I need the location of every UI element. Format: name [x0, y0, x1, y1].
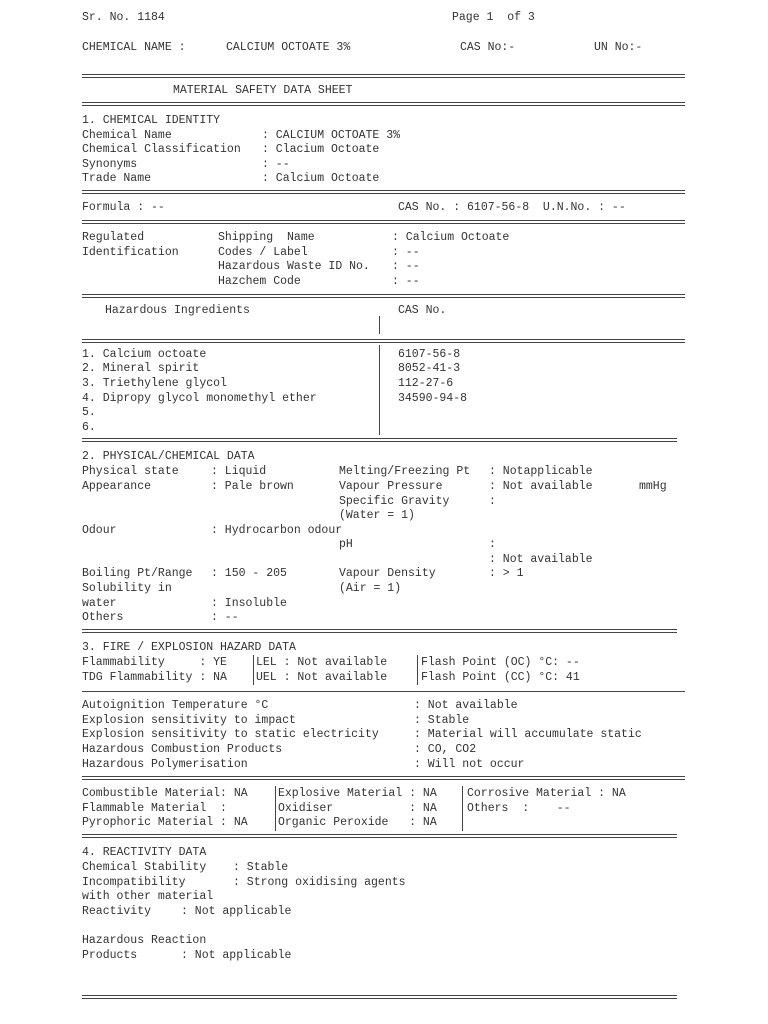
specific-gravity-value: :: [489, 495, 496, 508]
material-class: Others : --: [467, 802, 571, 815]
material-class: Organic Peroxide : NA: [278, 816, 437, 829]
identity-value: : Calcium Octoate: [262, 172, 380, 185]
ingredients-col-header: Hazardous Ingredients: [105, 304, 250, 317]
melting-point-label: Melting/Freezing Pt: [339, 465, 471, 478]
chemical-name-value: CALCIUM OCTOATE 3%: [226, 41, 351, 54]
cas-col-header: CAS No.: [398, 304, 447, 317]
fire-property-value: : Material will accumulate static: [414, 728, 642, 741]
identity-label: Chemical Name: [82, 129, 172, 142]
page-indicator: Page 1 of 3: [452, 11, 535, 24]
ph-value: : Not available: [489, 553, 593, 566]
vapour-density-value: : > 1: [489, 567, 524, 580]
tdg-flammability: TDG Flammability : NA: [82, 671, 227, 684]
identity-value: : CALCIUM OCTOATE 3%: [262, 129, 401, 142]
stability-label: Chemical Stability: [82, 861, 207, 874]
vapour-pressure-label: Vapour Pressure: [339, 480, 443, 493]
ingredient-name: 5.: [82, 406, 96, 419]
ph-colon: :: [489, 538, 496, 551]
fire-property-label: Explosion sensitivity to impact: [82, 714, 296, 727]
hazardous-reaction-value: : Not applicable: [181, 949, 292, 962]
column-divider: [253, 655, 254, 685]
incompatibility-label: Incompatibility: [82, 876, 186, 889]
lel: LEL : Not available: [256, 656, 388, 669]
divider: [82, 691, 685, 692]
un-header: UN No:-: [594, 41, 643, 54]
regulated-field-label: Hazchem Code: [218, 275, 301, 288]
melting-point-value: : Notapplicable: [489, 465, 593, 478]
ingredient-cas: 112-27-6: [398, 377, 454, 390]
physical-state-value: : Liquid: [211, 465, 267, 478]
column-divider: [417, 655, 418, 685]
ingredient-cas: 6107-56-8: [398, 348, 461, 361]
solubility-label: Solubility in: [82, 582, 172, 595]
boiling-point-label: Boiling Pt/Range: [82, 567, 193, 580]
regulated-field-value: : --: [392, 260, 420, 273]
ingredient-name: 1. Calcium octoate: [82, 348, 207, 361]
regulated-field-label: Hazardous Waste ID No.: [218, 260, 370, 273]
regulated-label: Regulated: [82, 231, 145, 244]
cas-un-numbers: CAS No. : 6107-56-8 U.N.No. : --: [398, 201, 626, 214]
regulated-field-label: Shipping Name: [218, 231, 315, 244]
identification-label: Identification: [82, 246, 179, 259]
column-divider: [462, 786, 463, 831]
divider: [82, 834, 677, 838]
ingredient-name: 2. Mineral spirit: [82, 362, 200, 375]
vapour-density-label: Vapour Density: [339, 567, 436, 580]
identity-label: Trade Name: [82, 172, 152, 185]
serial-number: Sr. No. 1184: [82, 11, 165, 24]
divider: [82, 995, 677, 999]
flammability: Flammability : YE: [82, 656, 227, 669]
incompatibility-value: : Strong oxidising agents: [233, 876, 406, 889]
divider: [82, 339, 685, 343]
chemical-name-label: CHEMICAL NAME :: [82, 41, 186, 54]
fire-property-value: : CO, CO2: [414, 743, 477, 756]
ingredient-cas: 8052-41-3: [398, 362, 461, 375]
regulated-field-label: Codes / Label: [218, 246, 308, 259]
identity-label: Chemical Classification: [82, 143, 241, 156]
divider: [82, 629, 677, 633]
column-divider: [275, 786, 276, 831]
fire-property-label: Autoignition Temperature °C: [82, 699, 269, 712]
specific-gravity-label-cont: (Water = 1): [339, 509, 415, 522]
appearance-value: : Pale brown: [211, 480, 294, 493]
physical-state-label: Physical state: [82, 465, 179, 478]
identity-value: : --: [262, 158, 290, 171]
odour-label: Odour: [82, 524, 117, 537]
fire-property-label: Hazardous Polymerisation: [82, 758, 248, 771]
others-value: : --: [211, 611, 239, 624]
hazardous-reaction-label: Hazardous Reaction: [82, 934, 207, 947]
divider: [82, 438, 677, 442]
fire-property-label: Explosion sensitivity to static electricity: [82, 728, 379, 741]
divider: [82, 74, 685, 78]
boiling-point-value: : 150 - 205: [211, 567, 287, 580]
material-class: Pyrophoric Material : NA: [82, 816, 248, 829]
regulated-field-value: : Calcium Octoate: [392, 231, 510, 244]
fire-property-value: : Will not occur: [414, 758, 525, 771]
ingredient-cas: 34590-94-8: [398, 392, 468, 405]
document-title: MATERIAL SAFETY DATA SHEET: [173, 84, 353, 97]
flash-point-oc: Flash Point (OC) °C: --: [421, 656, 580, 669]
divider: [82, 220, 685, 224]
column-divider: [379, 316, 380, 334]
others-label: Others: [82, 611, 124, 624]
ingredient-name: 4. Dipropy glycol monomethyl ether: [82, 392, 317, 405]
hazardous-reaction-label-cont: Products: [82, 949, 138, 962]
stability-value: : Stable: [233, 861, 289, 874]
identity-value: : Clacium Octoate: [262, 143, 380, 156]
material-class: Corrosive Material : NA: [467, 787, 626, 800]
fire-property-value: : Stable: [414, 714, 470, 727]
divider: [82, 190, 685, 194]
divider: [82, 102, 685, 106]
appearance-label: Appearance: [82, 480, 152, 493]
fire-property-value: : Not available: [414, 699, 518, 712]
vapour-pressure-unit: mmHg: [639, 480, 667, 493]
reactivity-value: : Not applicable: [181, 905, 292, 918]
flash-point-cc: Flash Point (CC) °C: 41: [421, 671, 580, 684]
column-divider: [379, 345, 380, 435]
uel: UEL : Not available: [256, 671, 388, 684]
ingredient-name: 6.: [82, 421, 96, 434]
fire-property-label: Hazardous Combustion Products: [82, 743, 283, 756]
vapour-density-label-cont: (Air = 1): [339, 582, 402, 595]
section-heading-reactivity: 4. REACTIVITY DATA: [82, 846, 207, 859]
ph-label: pH: [339, 538, 353, 551]
material-class: Combustible Material: NA: [82, 787, 248, 800]
cas-header: CAS No:-: [460, 41, 516, 54]
regulated-field-value: : --: [392, 275, 420, 288]
section-heading-physical: 2. PHYSICAL/CHEMICAL DATA: [82, 450, 255, 463]
section-heading-fire: 3. FIRE / EXPLOSION HAZARD DATA: [82, 641, 296, 654]
material-class: Oxidiser : NA: [278, 802, 437, 815]
solubility-value: : Insoluble: [211, 597, 287, 610]
regulated-field-value: : --: [392, 246, 420, 259]
section-heading-identity: 1. CHEMICAL IDENTITY: [82, 114, 221, 127]
vapour-pressure-value: : Not available: [489, 480, 593, 493]
ingredient-name: 3. Triethylene glycol: [82, 377, 227, 390]
solubility-label-cont: water: [82, 597, 117, 610]
reactivity-label: Reactivity: [82, 905, 152, 918]
odour-value: : Hydrocarbon odour: [211, 524, 343, 537]
material-class: Explosive Material : NA: [278, 787, 437, 800]
identity-label: Synonyms: [82, 158, 138, 171]
divider: [82, 776, 685, 780]
divider: [82, 294, 685, 298]
specific-gravity-label: Specific Gravity: [339, 495, 450, 508]
formula: Formula : --: [82, 201, 165, 214]
material-class: Flammable Material :: [82, 802, 227, 815]
incompatibility-label-cont: with other material: [82, 890, 214, 903]
